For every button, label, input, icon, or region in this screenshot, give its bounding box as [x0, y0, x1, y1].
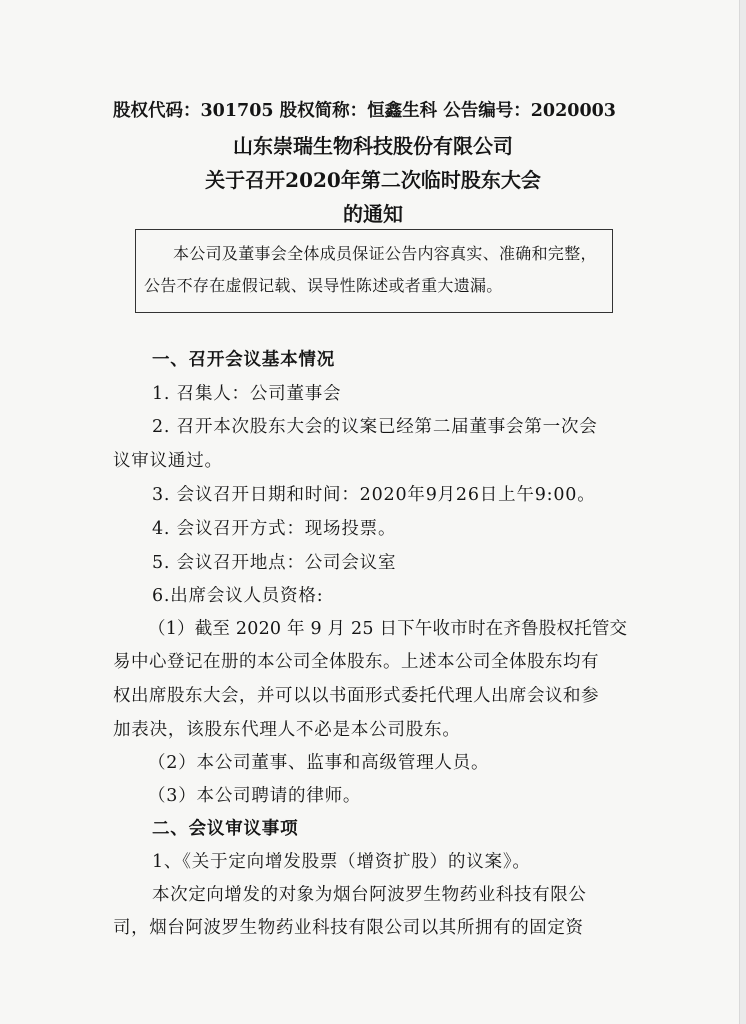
disclaimer-line-2: 公告不存在虚假记载、误导性陈述或者重大遗漏。 — [144, 276, 503, 295]
qualification-1-line-4: 加表决，该股东代理人不必是本公司股东。 — [113, 720, 461, 740]
item-attendee-qualifications: 6.出席会议人员资格: — [152, 586, 324, 606]
section-heading-agenda: 二、会议审议事项 — [152, 819, 299, 839]
company-name-title: 山东崇瑞生物科技股份有限公司 — [233, 134, 513, 158]
motion-1-paragraph-line-1: 本次定向增发的对象为烟台阿波罗生物药业科技有限公 — [152, 885, 587, 905]
scan-edge — [740, 0, 746, 1024]
item-convener: 1. 召集人：公司董事会 — [152, 384, 342, 404]
item-meeting-method: 4. 会议召开方式：现场投票。 — [152, 519, 397, 539]
notice-title-line: 关于召开2020年第二次临时股东大会 — [205, 168, 541, 192]
section-heading-basic-info: 一、召开会议基本情况 — [152, 350, 335, 370]
qualification-1-line-3: 权出席股东大会，并可以以书面形式委托代理人出席会议和参 — [113, 686, 599, 706]
motion-1-paragraph-line-2: 司，烟台阿波罗生物药业科技有限公司以其所拥有的固定资 — [113, 918, 584, 938]
qualification-2: （2）本公司董事、监事和高级管理人员。 — [148, 753, 490, 773]
qualification-3: （3）本公司聘请的律师。 — [148, 786, 362, 806]
disclaimer-line-1: 本公司及董事会全体成员保证公告内容真实、准确和完整， — [173, 244, 597, 263]
qualification-1-line-2: 易中心登记在册的本公司全体股东。上述本公司全体股东均有 — [113, 652, 599, 672]
item-meeting-date-time: 3. 会议召开日期和时间：2020年9月26日上午9:00。 — [152, 485, 596, 505]
item-motion-approval-line-1: 2. 召开本次股东大会的议案已经第二届董事会第一次会 — [152, 417, 598, 437]
notice-title-suffix: 的通知 — [343, 202, 403, 226]
motion-1-title: 1、《关于定向增发股票（增资扩股）的议案》。 — [152, 852, 531, 872]
disclaimer-box — [135, 229, 613, 313]
item-meeting-location: 5. 会议召开地点：公司会议室 — [152, 553, 397, 573]
security-codes-line: 股权代码：301705 股权简称：恒鑫生科 公告编号：2020003 — [113, 101, 616, 121]
item-motion-approval-line-2: 议审议通过。 — [113, 451, 223, 471]
qualification-1-line-1: （1）截至 2020 年 9 月 25 日下午收市时在齐鲁股权托管交 — [148, 619, 628, 639]
